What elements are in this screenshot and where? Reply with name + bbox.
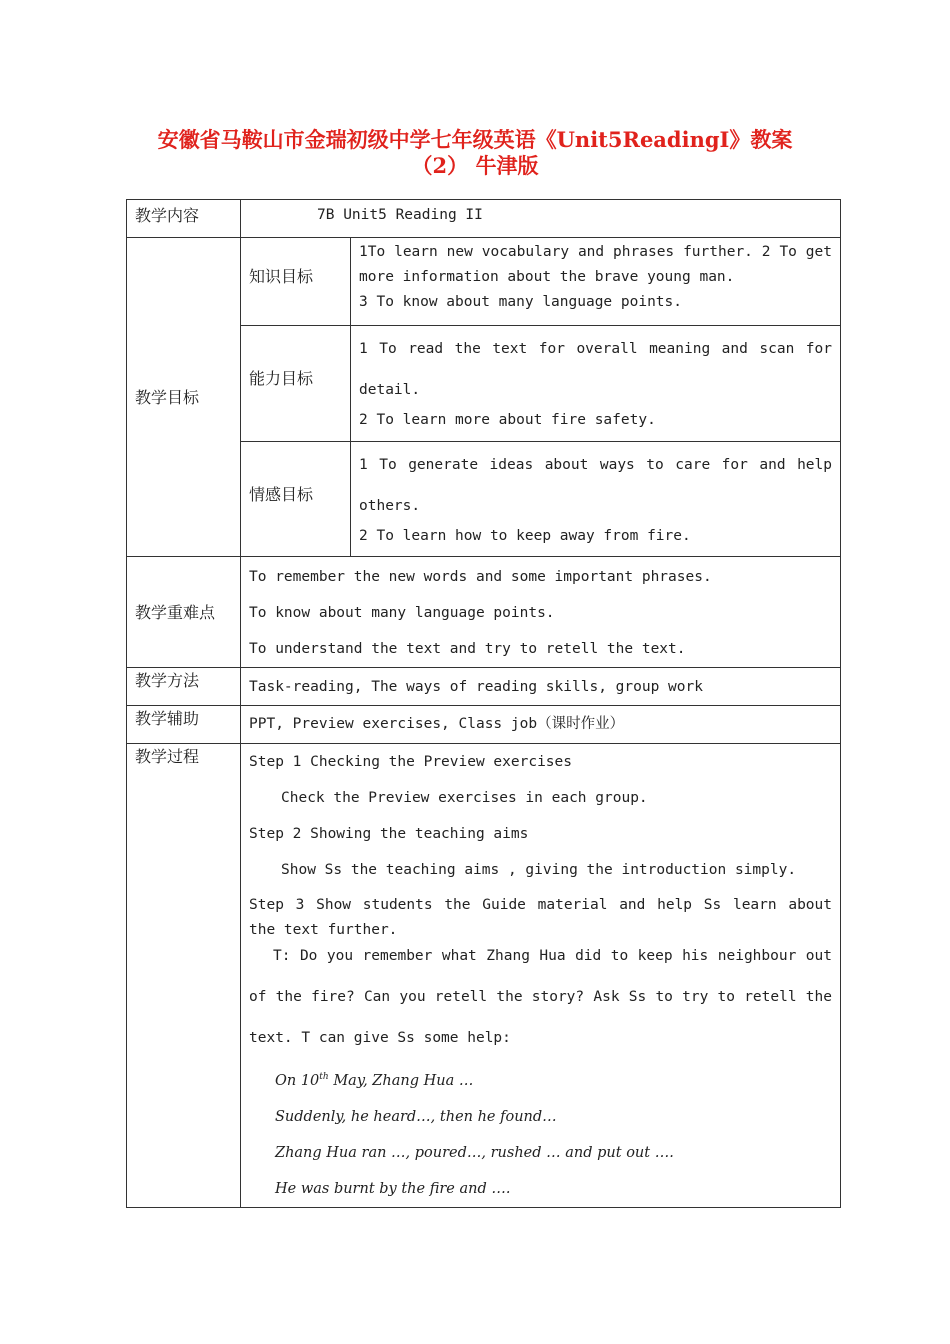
help-line-2: Suddenly, he heard…, then he found… [275, 1108, 557, 1125]
keypoint-2: To know about many language points. [249, 605, 555, 621]
value-content: 7B Unit5 Reading II [241, 200, 841, 238]
row-content [127, 200, 841, 238]
knowledge-cell [351, 238, 841, 326]
help-line-1 [249, 1059, 832, 1099]
emotion-cell [351, 442, 841, 557]
doc-title-line2: （2） 牛津版 [411, 153, 539, 178]
knowledge-line-2: 3 To know about many language points. [359, 294, 683, 310]
step2-detail: Show Ss the teaching aims , giving the introduction simply. [281, 862, 797, 878]
help-line-1-pre: On 10 [275, 1072, 320, 1089]
row-process [127, 744, 841, 1208]
row-keypoints [127, 557, 841, 668]
label-keypoints: 教学重难点 [127, 557, 241, 668]
label-process: 教学过程 [127, 744, 241, 1208]
help-line-1-post: May, Zhang Hua … [328, 1072, 474, 1089]
help-line-1-sup: th [319, 1072, 329, 1082]
label-aids: 教学辅助 [127, 706, 241, 744]
ability-line-1: 1 To read the text for overall meaning and scan for detail. [359, 341, 832, 398]
lesson-plan-table [126, 199, 841, 1208]
step1-detail: Check the Preview exercises in each group. [281, 790, 648, 806]
ability-cell [351, 326, 841, 442]
label-goals: 教学目标 [127, 238, 241, 557]
label-method: 教学方法 [127, 668, 241, 706]
value-aids: PPT, Preview exercises, Class job（课时作业） [241, 706, 841, 744]
ability-line-2: 2 To learn more about fire safety. [359, 412, 656, 428]
step2: Step 2 Showing the teaching aims [249, 826, 529, 842]
keypoint-1: To remember the new words and some important phrases. [249, 569, 712, 585]
emotion-line-2: 2 To learn how to keep away from fire. [359, 528, 691, 544]
value-method: Task-reading, The ways of reading skills, group work [241, 668, 841, 706]
help-line-4: He was burnt by the fire and …. [275, 1180, 511, 1197]
row-aids [127, 706, 841, 744]
row-goal-knowledge [127, 238, 841, 326]
row-method [127, 668, 841, 706]
step1: Step 1 Checking the Preview exercises [249, 754, 573, 770]
label-content: 教学内容 [127, 200, 241, 238]
label-knowledge: 知识目标 [241, 238, 351, 326]
help-line-3: Zhang Hua ran …, poured…, rushed … and put out …. [275, 1144, 674, 1161]
teacher-prompt: T: Do you remember what Zhang Hua did to keep his neighbour out of the fire? Can you retell the story? Ask Ss to try to retell the text. T can give Ss some help: [249, 948, 832, 1046]
step3: Step 3 Show students the Guide material and help Ss learn about the text further. [249, 897, 832, 938]
keypoints-cell [241, 557, 841, 668]
process-cell [241, 744, 841, 1208]
doc-title-line1: 安徽省马鞍山市金瑞初级中学七年级英语《Unit5ReadingI》教案 [157, 127, 793, 152]
label-emotion: 情感目标 [241, 442, 351, 557]
emotion-line-1: 1 To generate ideas about ways to care for and help others. [359, 457, 832, 514]
knowledge-line-1: 1To learn new vocabulary and phrases further. 2 To get more information about the brave young man. [359, 244, 832, 285]
keypoint-3: To understand the text and try to retell the text. [249, 641, 686, 657]
label-ability: 能力目标 [241, 326, 351, 442]
